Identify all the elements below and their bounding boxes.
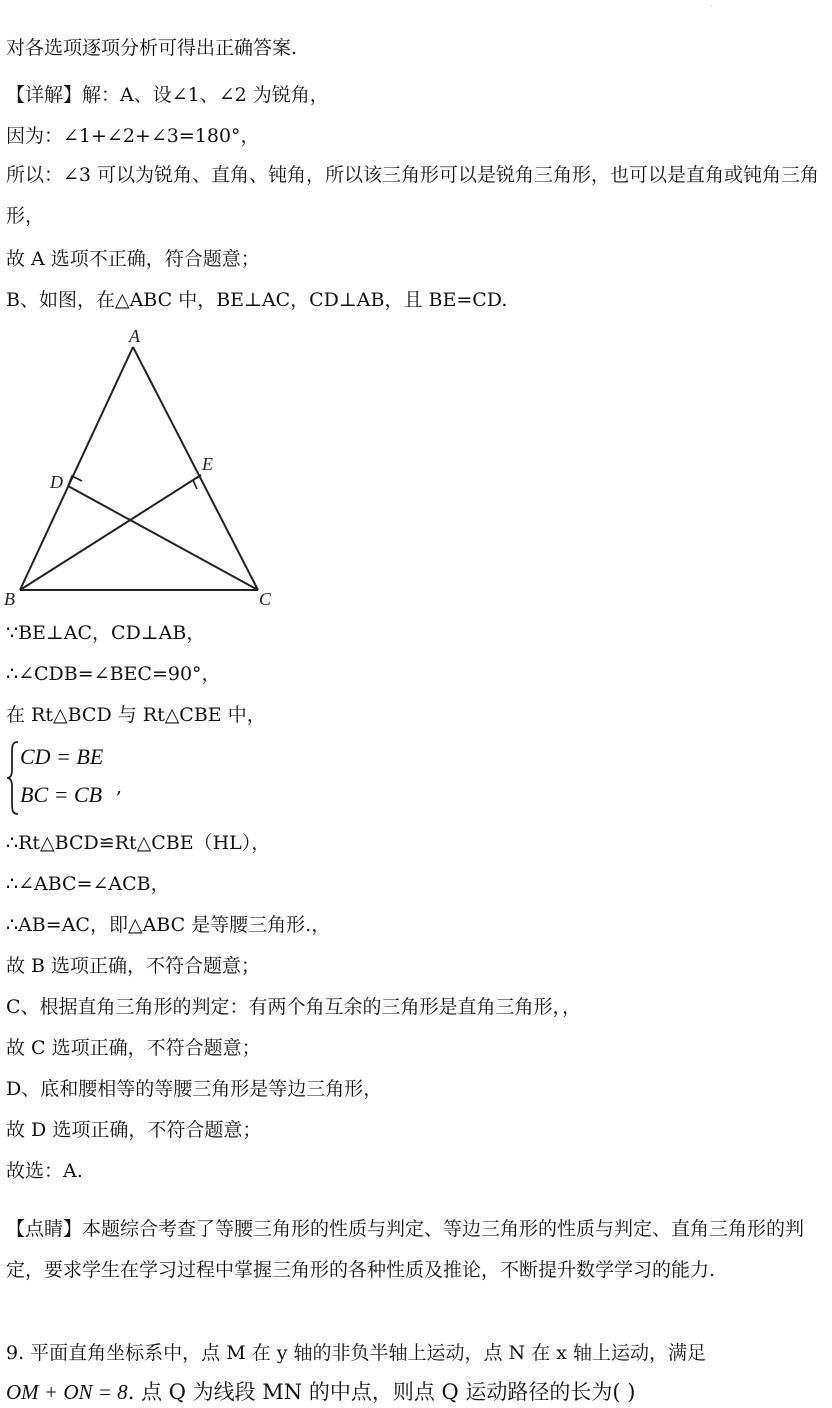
text-line-7: ∵BE⊥AC，CD⊥AB， (6, 622, 206, 644)
condition-rest: . 点 Q 为线段 MN 的中点，则点 Q 运动路径的长为( ) (127, 1380, 636, 1404)
text-line-16: D、底和腰相等的等腰三角形是等边三角形， (6, 1078, 383, 1100)
condition-equation: OM + ON = 8 (6, 1380, 128, 1404)
equation-2: BC = CB (20, 782, 103, 807)
text-line-3: 因为：∠1+∠2+∠3=180°， (6, 125, 260, 147)
label-d: D (50, 472, 63, 492)
text-line-12: ∴AB=AC，即△ABC 是等腰三角形.， (6, 914, 331, 936)
label-e: E (202, 454, 213, 474)
left-brace-icon (6, 740, 20, 816)
text-line-5: 故 A 选项不正确，符合题意； (6, 248, 260, 270)
text-line-19: 【点睛】本题综合考查了等腰三角形的性质与判定、等边三角形的性质与判定、直角三角形的判定，要求学生在学习过程中掌握三角形的各种性质及推论，不断提升数学学习的能力. (6, 1218, 805, 1281)
equation-comma: , (116, 776, 123, 798)
text-line-15: 故 C 选项正确，不符合题意； (6, 1037, 261, 1059)
question-9-condition (6, 1376, 635, 1406)
text-line-6: B、如图，在△ABC 中，BE⊥AC，CD⊥AB，且 BE=CD. (6, 289, 508, 311)
side-ac (133, 347, 258, 590)
text-line-8: ∴∠CDB=∠BEC=90°， (6, 663, 221, 685)
text-line-9: 在 Rt△BCD 与 Rt△CBE 中， (6, 704, 266, 726)
text-line-1: 对各选项逐项分析可得出正确答案. (6, 37, 298, 59)
text-line-17: 故 D 选项正确，不符合题意； (6, 1119, 262, 1141)
text-line-20: 9. 平面直角坐标系中，点 M 在 y 轴的非负半轴上运动，点 N 在 x 轴上运动，满足 (6, 1342, 707, 1364)
text-line-14: C、根据直角三角形的判定：有两个角互余的三角形是直角三角形，， (6, 996, 582, 1018)
corner-mark: · (710, 2, 713, 11)
segment-cd (68, 486, 258, 590)
text-line-2: 【详解】解：A、设∠1、∠2 为锐角， (6, 84, 329, 106)
label-a: A (129, 326, 140, 346)
triangle-figure (0, 325, 290, 615)
label-b: B (4, 589, 15, 609)
text-line-18: 故选：A. (6, 1160, 83, 1182)
equation-1: CD = BE (20, 744, 104, 769)
text-line-4: 所以：∠3 可以为锐角、直角、钝角，所以该三角形可以是锐角三角形，也可以是直角或钝角三角形， (6, 164, 820, 227)
text-line-13: 故 B 选项正确，不符合题意； (6, 955, 261, 977)
text-line-11: ∴∠ABC=∠ACB， (6, 873, 170, 895)
label-c: C (259, 589, 272, 609)
equation-system (6, 740, 226, 820)
text-line-10: ∴Rt△BCD≌Rt△CBE（HL）， (6, 832, 271, 854)
